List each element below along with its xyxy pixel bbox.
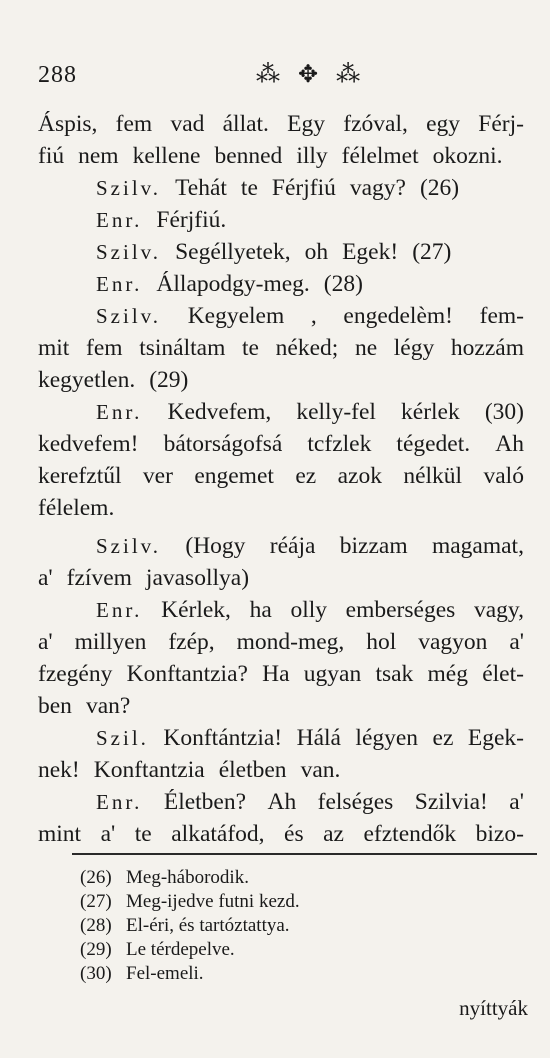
- word: efztendők: [363, 821, 457, 847]
- text-line: [38, 300, 524, 332]
- footnote: [80, 890, 300, 914]
- word: Tehát: [175, 175, 227, 201]
- word: kellene: [132, 143, 201, 169]
- footnote-rule: [72, 853, 537, 855]
- word: te: [240, 175, 258, 201]
- word: millyen: [74, 629, 147, 655]
- text-line: [38, 204, 524, 236]
- word: Egek!: [342, 239, 399, 265]
- word: vad: [170, 111, 205, 137]
- footnote-text: Fel-emeli.: [126, 963, 204, 984]
- word: életben: [218, 757, 287, 783]
- word: mit: [38, 335, 70, 361]
- word: Ah: [495, 431, 524, 457]
- word: réája: [269, 533, 316, 559]
- word: (27): [412, 239, 452, 265]
- word: Férj-: [478, 111, 524, 137]
- word: illy: [296, 143, 328, 169]
- word: hozzám: [450, 335, 524, 361]
- word: kegyetlen.: [38, 367, 136, 393]
- word: fem: [115, 111, 153, 137]
- speaker-name: Enr.: [96, 400, 143, 424]
- text-line: [38, 754, 524, 786]
- word: Szilvia!: [414, 789, 488, 815]
- word: (28): [323, 271, 363, 297]
- text-line: [38, 626, 524, 658]
- word: félelem.: [38, 495, 115, 521]
- word: ugyan: [303, 661, 362, 687]
- word: felséges: [317, 789, 394, 815]
- text-line: [38, 172, 524, 204]
- text-line: [38, 594, 524, 626]
- word: mond-meg,: [236, 629, 345, 655]
- text-line: [38, 658, 524, 690]
- word: te: [134, 821, 152, 847]
- word: ver: [142, 463, 173, 489]
- word: ez: [295, 463, 317, 489]
- footnote-text: Meg-háborodik.: [126, 867, 249, 888]
- word: néked;: [275, 335, 339, 361]
- word: és: [284, 821, 304, 847]
- word: fzívem: [66, 565, 132, 591]
- word: tcfzlek: [307, 431, 372, 457]
- word: kelly-fel: [296, 399, 376, 425]
- text-line: [38, 332, 524, 364]
- word: Segéllyetek,: [175, 239, 291, 265]
- word: Konftantzia: [93, 757, 205, 783]
- word: ,: [310, 303, 317, 329]
- word: azok: [337, 463, 382, 489]
- footnote-number: (29): [80, 939, 112, 960]
- word: bátorságofsá: [163, 431, 283, 457]
- text-line: [38, 722, 524, 754]
- word: Ha: [262, 661, 290, 687]
- page-header: [38, 62, 518, 92]
- word: Életben?: [163, 789, 247, 815]
- page-number: 288: [38, 62, 77, 88]
- text-line: [38, 492, 524, 524]
- word: tsináltam: [139, 335, 226, 361]
- word: légy: [393, 335, 435, 361]
- word: Kegyelem: [187, 303, 285, 329]
- word: fzép,: [168, 629, 215, 655]
- word: olly: [290, 597, 327, 623]
- word: ez: [432, 725, 454, 751]
- word: egy: [426, 111, 461, 137]
- word: van.: [300, 757, 341, 783]
- text-line: [38, 396, 524, 428]
- speaker-name: Szil.: [96, 726, 149, 750]
- word: a': [100, 821, 116, 847]
- word: te: [242, 335, 259, 361]
- word: nem: [78, 143, 119, 169]
- word: nélkül: [403, 463, 463, 489]
- word: kérlek: [401, 399, 460, 425]
- footnotes: [80, 866, 300, 986]
- word: fem: [86, 335, 123, 361]
- text-line: [38, 364, 524, 396]
- speaker-name: Enr.: [96, 208, 143, 232]
- word: a': [38, 629, 53, 655]
- footnote-number: (30): [80, 963, 112, 984]
- word: Áspis,: [38, 111, 98, 137]
- word: Férjfiú.: [156, 207, 227, 233]
- word: Konftantzia?: [126, 661, 248, 687]
- word: tégedet.: [396, 431, 471, 457]
- word: ne: [354, 335, 378, 361]
- speaker-name: Enr.: [96, 272, 143, 296]
- word: oh: [304, 239, 329, 265]
- word: légyen: [355, 725, 419, 751]
- text-line: [38, 140, 524, 172]
- word: való: [483, 463, 524, 489]
- word: bizzam: [339, 533, 408, 559]
- word: (29): [149, 367, 189, 393]
- word: Ah: [267, 789, 297, 815]
- word: állat.: [222, 111, 269, 137]
- word: fzegény: [38, 661, 113, 687]
- speaker-name: Enr.: [96, 790, 143, 814]
- word: (Hogy: [185, 533, 246, 559]
- word: vagy?: [349, 175, 406, 201]
- word: vagyon: [418, 629, 488, 655]
- text-line: [38, 460, 524, 492]
- speaker-name: Enr.: [96, 598, 143, 622]
- text-line: [38, 236, 524, 268]
- word: Egek-: [467, 725, 524, 751]
- word: ha: [249, 597, 272, 623]
- word: (26): [419, 175, 460, 201]
- word: még: [427, 661, 468, 687]
- word: kerefztűl: [38, 463, 122, 489]
- word: hol: [366, 629, 397, 655]
- word: alkatáfod,: [171, 821, 265, 847]
- word: a': [509, 629, 524, 655]
- body-text: [38, 108, 524, 850]
- text-line: [38, 562, 524, 594]
- word: kedvefem!: [38, 431, 139, 457]
- word: bizo-: [475, 821, 524, 847]
- speaker-name: Szilv.: [96, 534, 162, 558]
- word: az: [323, 821, 344, 847]
- word: fiú: [38, 143, 65, 169]
- speaker-name: Szilv.: [96, 304, 162, 328]
- footnote: [80, 914, 300, 938]
- word: mint: [38, 821, 82, 847]
- word: tsak: [375, 661, 414, 687]
- word: engemet: [194, 463, 274, 489]
- speaker-name: Szilv.: [96, 176, 162, 200]
- word: Egy: [287, 111, 326, 137]
- footnote: [80, 866, 300, 890]
- footnote: [80, 938, 300, 962]
- word: okozni.: [432, 143, 503, 169]
- text-line: [38, 530, 524, 562]
- text-line: [38, 786, 524, 818]
- footnote-number: (26): [80, 867, 112, 888]
- word: élet-: [482, 661, 524, 687]
- word: engedelèm!: [343, 303, 453, 329]
- word: fem-: [479, 303, 524, 329]
- word: Konftántzia!: [163, 725, 283, 751]
- word: Férjfiú: [271, 175, 336, 201]
- word: magamat,: [431, 533, 524, 559]
- footnote-text: Le térdepelve.: [126, 939, 235, 960]
- word: emberséges: [345, 597, 456, 623]
- word: ben: [38, 693, 72, 719]
- text-line: [38, 428, 524, 460]
- word: javasollya): [145, 565, 250, 591]
- word: vagy,: [473, 597, 524, 623]
- word: nek!: [38, 757, 80, 783]
- footnote: [80, 962, 300, 986]
- text-line: [38, 690, 524, 722]
- catchword: nyíttyák: [459, 996, 528, 1020]
- word: (30): [484, 399, 524, 425]
- footnote-text: El-éri, és tartóztattya.: [126, 915, 290, 936]
- word: benned: [214, 143, 283, 169]
- word: Állapodgy-meg.: [156, 271, 310, 297]
- header-ornament: ⁂ ✥ ⁂: [256, 62, 367, 88]
- word: félelmet: [341, 143, 419, 169]
- word: fzóval,: [343, 111, 408, 137]
- word: van?: [85, 693, 131, 719]
- word: a': [509, 789, 524, 815]
- text-line: [38, 108, 524, 140]
- text-line: [38, 818, 524, 850]
- text-line: [38, 268, 524, 300]
- word: Kedvefem,: [167, 399, 272, 425]
- footnote-text: Meg-ijedve futni kezd.: [126, 891, 300, 912]
- speaker-name: Szilv.: [96, 240, 162, 264]
- word: a': [38, 565, 53, 591]
- word: Kérlek,: [161, 597, 231, 623]
- word: Hálá: [296, 725, 341, 751]
- footnote-number: (27): [80, 891, 112, 912]
- footnote-number: (28): [80, 915, 112, 936]
